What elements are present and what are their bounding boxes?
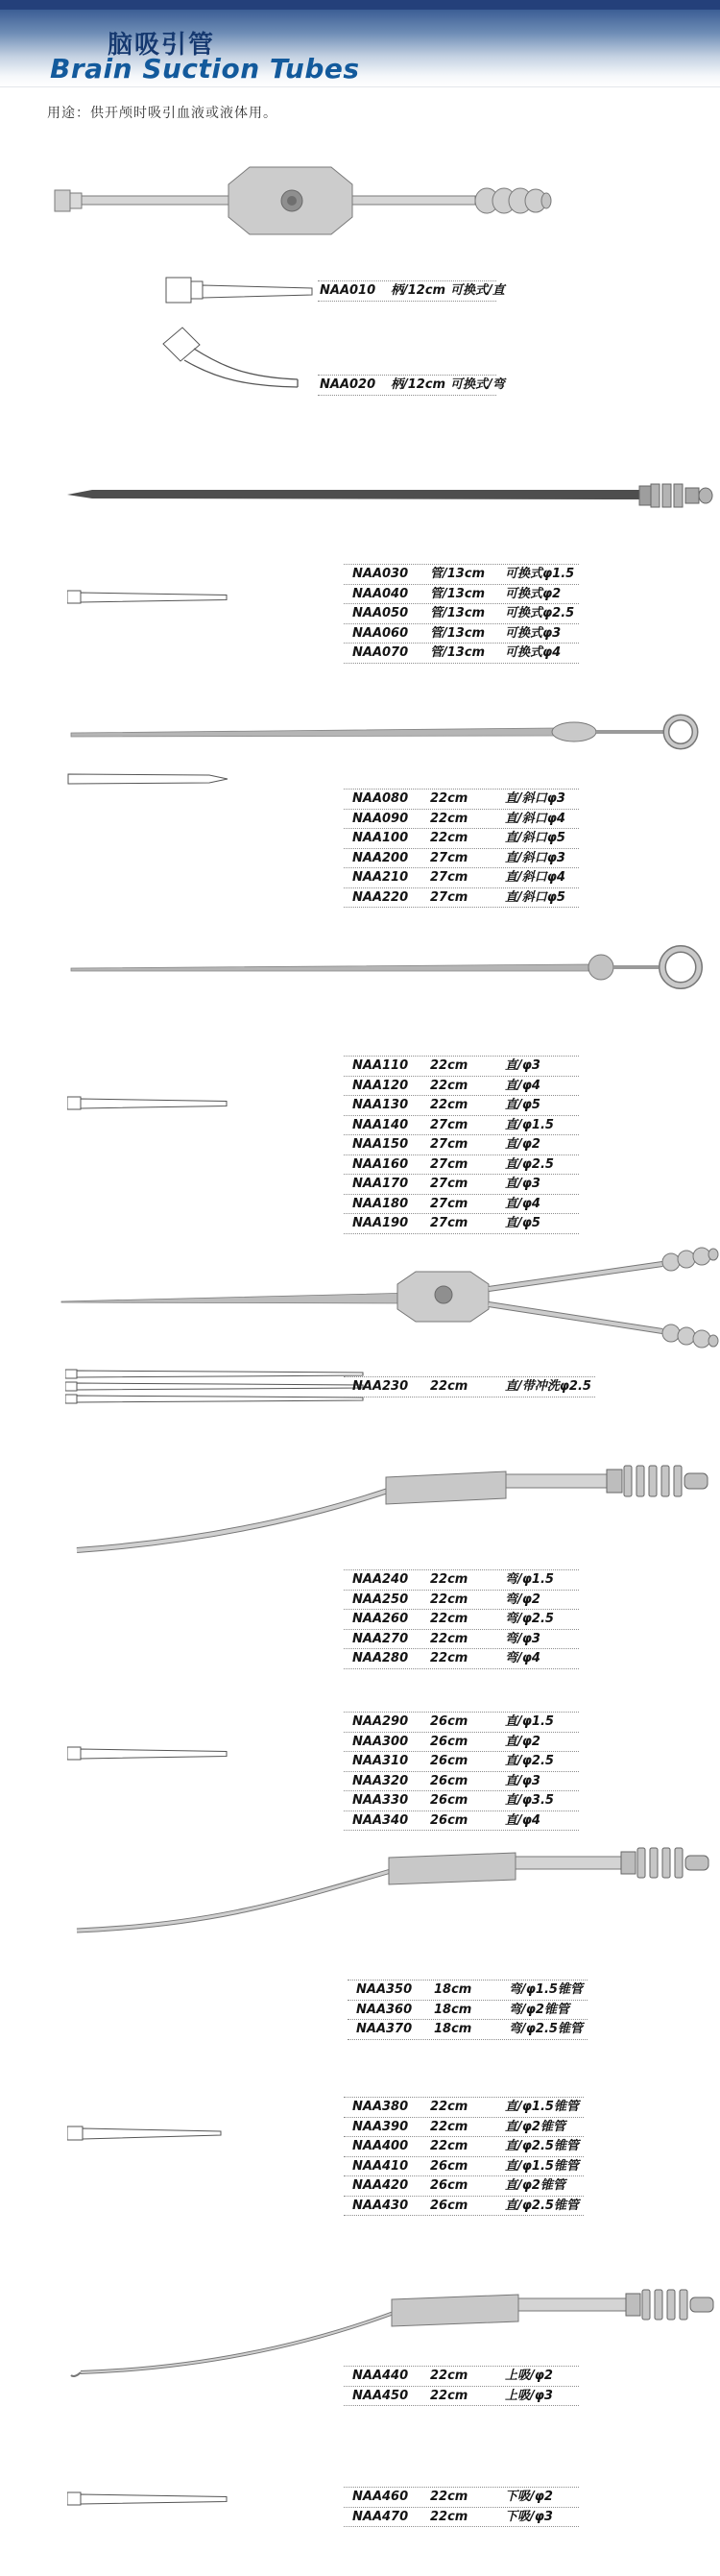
- product-code: NAA370: [356, 2022, 413, 2036]
- thin-tube-tip-illustration: [67, 2484, 230, 2513]
- table-row: [344, 1096, 579, 1116]
- product-code: NAA040: [352, 586, 409, 601]
- product-size: 管/13cm: [430, 625, 486, 641]
- product-spec: 上吸/φ2: [505, 2369, 553, 2383]
- table-row: [344, 789, 579, 810]
- table-row: [344, 2137, 584, 2157]
- product-table-naa440-450: [344, 2366, 579, 2406]
- product-spec: 可换式φ2: [505, 586, 562, 601]
- product-code: NAA340: [352, 1812, 409, 1828]
- product-code: NAA250: [352, 1592, 409, 1607]
- product-code: NAA200: [352, 850, 409, 865]
- product-table-naa380-430: [344, 2097, 584, 2216]
- product-size: 26cm: [430, 1734, 468, 1749]
- product-spec: 直/φ2: [505, 1734, 540, 1749]
- product-size: 柄/12cm: [391, 283, 446, 299]
- table-row: [344, 1791, 579, 1811]
- product-table-naa010: [318, 280, 505, 302]
- product-size: 22cm: [430, 811, 468, 826]
- product-code: NAA140: [352, 1117, 409, 1132]
- table-row: [344, 2508, 579, 2528]
- product-code: NAA130: [352, 1098, 409, 1112]
- table-row: [344, 1056, 579, 1077]
- product-table-naa110-190: [344, 1056, 579, 1234]
- suction-handle-hex-illustration: [53, 152, 552, 248]
- product-code: NAA260: [352, 1612, 409, 1626]
- table-row: [344, 829, 579, 849]
- product-code: NAA090: [352, 811, 409, 826]
- product-code: NAA290: [352, 1714, 409, 1729]
- table-row: [344, 1772, 579, 1792]
- table-row: [344, 585, 579, 605]
- table-row: [344, 2157, 584, 2177]
- table-row: [344, 1135, 579, 1155]
- product-size: 22cm: [430, 2509, 468, 2524]
- product-spec: 直/φ2锥管: [505, 2178, 565, 2193]
- table-row: [344, 1752, 579, 1772]
- table-row: [344, 888, 579, 909]
- table-row: [318, 375, 505, 396]
- product-code: NAA160: [352, 1156, 409, 1172]
- product-size: 26cm: [430, 2158, 468, 2174]
- product-code: NAA310: [352, 1754, 409, 1768]
- product-code: NAA350: [356, 1982, 413, 1997]
- product-size: 27cm: [430, 1156, 468, 1172]
- product-spec: 直/φ1.5: [505, 1714, 554, 1729]
- product-spec: 可换式φ2.5: [505, 606, 575, 620]
- curved-taper-tube-illustration: [69, 1827, 717, 1947]
- product-spec: 直/斜口φ4: [505, 811, 565, 826]
- product-size: 22cm: [430, 2139, 468, 2153]
- table-row: [344, 1116, 579, 1136]
- product-code: NAA220: [352, 889, 409, 905]
- product-size: 26cm: [430, 1793, 468, 1808]
- product-spec: 弯/φ4: [505, 1651, 540, 1665]
- product-table-naa030-070: [344, 564, 579, 664]
- product-spec: 下吸/φ3: [505, 2509, 553, 2524]
- product-code: NAA080: [352, 791, 409, 806]
- product-spec: 可换式/直: [450, 283, 505, 299]
- product-code: NAA100: [352, 831, 409, 845]
- product-size: 27cm: [430, 850, 468, 865]
- product-table-naa230: [344, 1376, 595, 1397]
- table-row: [348, 1980, 588, 2001]
- table-row: [344, 1214, 579, 1234]
- product-spec: 可换式φ3: [505, 625, 562, 641]
- product-size: 26cm: [430, 1812, 468, 1828]
- product-spec: 直/φ2.5: [505, 1754, 554, 1768]
- product-size: 管/13cm: [430, 606, 486, 620]
- table-row: [344, 1591, 579, 1611]
- product-spec: 直/φ2.5锥管: [505, 2139, 579, 2153]
- table-row: [344, 1733, 579, 1753]
- product-spec: 直/斜口φ5: [505, 889, 565, 905]
- product-spec: 直/φ1.5锥管: [505, 2158, 579, 2174]
- product-code: NAA120: [352, 1078, 409, 1093]
- product-code: NAA440: [352, 2369, 409, 2383]
- product-size: 22cm: [430, 2100, 468, 2114]
- product-spec: 弯/φ2: [505, 1592, 540, 1607]
- table-row: [344, 810, 579, 830]
- product-spec: 直/φ1.5锥管: [505, 2100, 579, 2114]
- product-code: NAA380: [352, 2100, 409, 2114]
- product-code: NAA280: [352, 1651, 409, 1665]
- product-size: 22cm: [430, 1592, 468, 1607]
- product-spec: 直/φ3: [505, 1058, 540, 1073]
- product-size: 管/13cm: [430, 567, 486, 581]
- product-code: NAA300: [352, 1734, 409, 1749]
- product-spec: 直/φ5: [505, 1216, 540, 1230]
- table-row: [344, 2366, 579, 2387]
- table-row: [344, 1376, 595, 1397]
- thin-tube-tip-illustration: [67, 582, 230, 611]
- thin-tube-tip-illustration: [67, 1738, 230, 1767]
- product-code: NAA410: [352, 2158, 409, 2174]
- product-size: 22cm: [430, 2369, 468, 2383]
- product-spec: 直/φ2.5锥管: [505, 2198, 579, 2213]
- product-spec: 直/φ3: [505, 1177, 540, 1191]
- product-spec: 直/φ4: [505, 1078, 540, 1093]
- product-spec: 弯/φ1.5锥管: [509, 1982, 583, 1997]
- product-code: NAA240: [352, 1572, 409, 1587]
- product-size: 22cm: [430, 791, 468, 806]
- product-code: NAA330: [352, 1793, 409, 1808]
- table-row: [344, 1077, 579, 1097]
- product-spec: 上吸/φ3: [505, 2388, 553, 2403]
- product-table-naa020: [318, 375, 505, 396]
- product-size: 26cm: [430, 1773, 468, 1788]
- three-tube-tips-illustration: [65, 1368, 377, 1408]
- product-size: 27cm: [430, 1196, 468, 1211]
- product-size: 22cm: [430, 1379, 468, 1394]
- table-row: [344, 2197, 584, 2217]
- product-size: 柄/12cm: [391, 377, 446, 393]
- table-row: [344, 1610, 579, 1630]
- product-size: 22cm: [430, 831, 468, 845]
- product-code: NAA320: [352, 1773, 409, 1788]
- table-row: [344, 1712, 579, 1733]
- product-spec: 直/φ4: [505, 1812, 540, 1828]
- product-table-naa460-470: [344, 2487, 579, 2527]
- table-row: [344, 1155, 579, 1176]
- product-size: 26cm: [430, 2178, 468, 2193]
- product-code: NAA400: [352, 2139, 409, 2153]
- table-row: [344, 2387, 579, 2407]
- product-size: 22cm: [430, 2119, 468, 2134]
- product-size: 27cm: [430, 1117, 468, 1132]
- curved-suction-tube-illustration: [69, 1443, 717, 1563]
- product-size: 27cm: [430, 870, 468, 885]
- product-code: NAA010: [320, 283, 376, 299]
- product-code: NAA390: [352, 2119, 409, 2134]
- table-row: [344, 644, 579, 664]
- product-spec: 直/φ3.5: [505, 1793, 554, 1808]
- table-row: [344, 1649, 579, 1669]
- product-size: 27cm: [430, 889, 468, 905]
- product-size: 22cm: [430, 1078, 468, 1093]
- product-size: 26cm: [430, 1714, 468, 1729]
- table-row: [344, 2176, 584, 2197]
- product-size: 18cm: [434, 2022, 472, 2036]
- product-code: NAA070: [352, 645, 409, 660]
- product-code: NAA180: [352, 1196, 409, 1211]
- product-spec: 直/斜口φ4: [505, 870, 565, 885]
- product-table-naa350-370: [348, 1980, 588, 2040]
- page-title-chinese: 脑吸引管: [108, 31, 216, 60]
- product-size: 22cm: [430, 1651, 468, 1665]
- table-row: [348, 2020, 588, 2040]
- product-size: 22cm: [430, 2490, 468, 2504]
- product-table-naa240-280: [344, 1569, 579, 1669]
- product-spec: 直/φ3: [505, 1773, 540, 1788]
- product-spec: 可换式φ1.5: [505, 567, 575, 581]
- product-spec: 弯/φ2.5: [505, 1612, 554, 1626]
- product-spec: 可换式/弯: [450, 377, 505, 393]
- table-row: [318, 280, 505, 302]
- product-spec: 直/φ1.5: [505, 1117, 554, 1132]
- product-code: NAA150: [352, 1137, 409, 1152]
- product-size: 27cm: [430, 1177, 468, 1191]
- table-row: [344, 1569, 579, 1591]
- bevel-tip-illustration: [67, 764, 235, 794]
- product-spec: 弯/φ2锥管: [509, 2002, 569, 2017]
- product-spec: 弯/φ3: [505, 1631, 540, 1646]
- product-code: NAA020: [320, 377, 376, 393]
- product-code: NAA460: [352, 2490, 409, 2504]
- product-code: NAA050: [352, 606, 409, 620]
- table-row: [344, 2118, 584, 2138]
- product-size: 18cm: [434, 2002, 472, 2017]
- product-size: 22cm: [430, 1098, 468, 1112]
- curved-tip-illustration: [154, 325, 302, 401]
- table-row: [344, 868, 579, 888]
- table-row: [348, 2001, 588, 2021]
- header-top-bar: [0, 0, 720, 10]
- product-spec: 直/φ2: [505, 1137, 540, 1152]
- fork-bead-handle-illustration: [56, 1239, 720, 1369]
- product-size: 22cm: [430, 1612, 468, 1626]
- product-code: NAA210: [352, 870, 409, 885]
- table-row: [344, 604, 579, 624]
- product-code: NAA230: [352, 1379, 409, 1394]
- product-spec: 直/φ5: [505, 1098, 540, 1112]
- usage-note: 用途：供开颅时吸引血液或液体用。: [47, 106, 277, 121]
- product-spec: 直/带冲洗φ2.5: [505, 1379, 591, 1394]
- straight-tip-illustration: [165, 272, 319, 312]
- product-code: NAA190: [352, 1216, 409, 1230]
- product-code: NAA060: [352, 625, 409, 641]
- product-code: NAA270: [352, 1631, 409, 1646]
- product-spec: 弯/φ1.5: [505, 1572, 554, 1587]
- thin-tube-tip-illustration: [67, 1088, 230, 1117]
- product-size: 18cm: [434, 1982, 472, 1997]
- table-row: [344, 849, 579, 869]
- product-size: 26cm: [430, 1754, 468, 1768]
- product-table-naa290-340: [344, 1712, 579, 1831]
- product-spec: 直/斜口φ3: [505, 850, 565, 865]
- ball-tip-tube-illustration: [65, 934, 718, 1003]
- product-spec: 直/斜口φ5: [505, 831, 565, 845]
- table-row: [344, 1175, 579, 1195]
- dark-suction-rod-illustration: [67, 478, 720, 513]
- product-spec: 可换式φ4: [505, 645, 562, 660]
- table-row: [344, 2097, 584, 2118]
- product-spec: 直/φ4: [505, 1196, 540, 1211]
- product-code: NAA110: [352, 1058, 409, 1073]
- product-code: NAA360: [356, 2002, 413, 2017]
- product-table-naa080-220: [344, 789, 579, 908]
- table-row: [344, 2487, 579, 2508]
- product-size: 管/13cm: [430, 586, 486, 601]
- product-code: NAA450: [352, 2388, 409, 2403]
- product-spec: 弯/φ2.5锥管: [509, 2022, 583, 2036]
- product-size: 27cm: [430, 1216, 468, 1230]
- olive-tip-tube-illustration: [65, 704, 713, 764]
- product-spec: 直/φ2锥管: [505, 2119, 565, 2134]
- product-code: NAA170: [352, 1177, 409, 1191]
- product-size: 22cm: [430, 2388, 468, 2403]
- table-row: [344, 1195, 579, 1215]
- product-size: 22cm: [430, 1631, 468, 1646]
- page-title-english: Brain Suction Tubes: [50, 53, 360, 85]
- product-size: 22cm: [430, 1058, 468, 1073]
- product-size: 26cm: [430, 2198, 468, 2213]
- product-spec: 直/斜口φ3: [505, 791, 565, 806]
- product-size: 管/13cm: [430, 645, 486, 660]
- product-code: NAA470: [352, 2509, 409, 2524]
- product-code: NAA420: [352, 2178, 409, 2193]
- product-code: NAA030: [352, 567, 409, 581]
- product-code: NAA430: [352, 2198, 409, 2213]
- table-row: [344, 564, 579, 585]
- product-spec: 直/φ2.5: [505, 1156, 554, 1172]
- table-row: [344, 1630, 579, 1650]
- taper-tube-tip-illustration: [67, 2116, 235, 2150]
- table-row: [344, 624, 579, 644]
- product-size: 22cm: [430, 1572, 468, 1587]
- product-size: 27cm: [430, 1137, 468, 1152]
- product-spec: 下吸/φ2: [505, 2490, 553, 2504]
